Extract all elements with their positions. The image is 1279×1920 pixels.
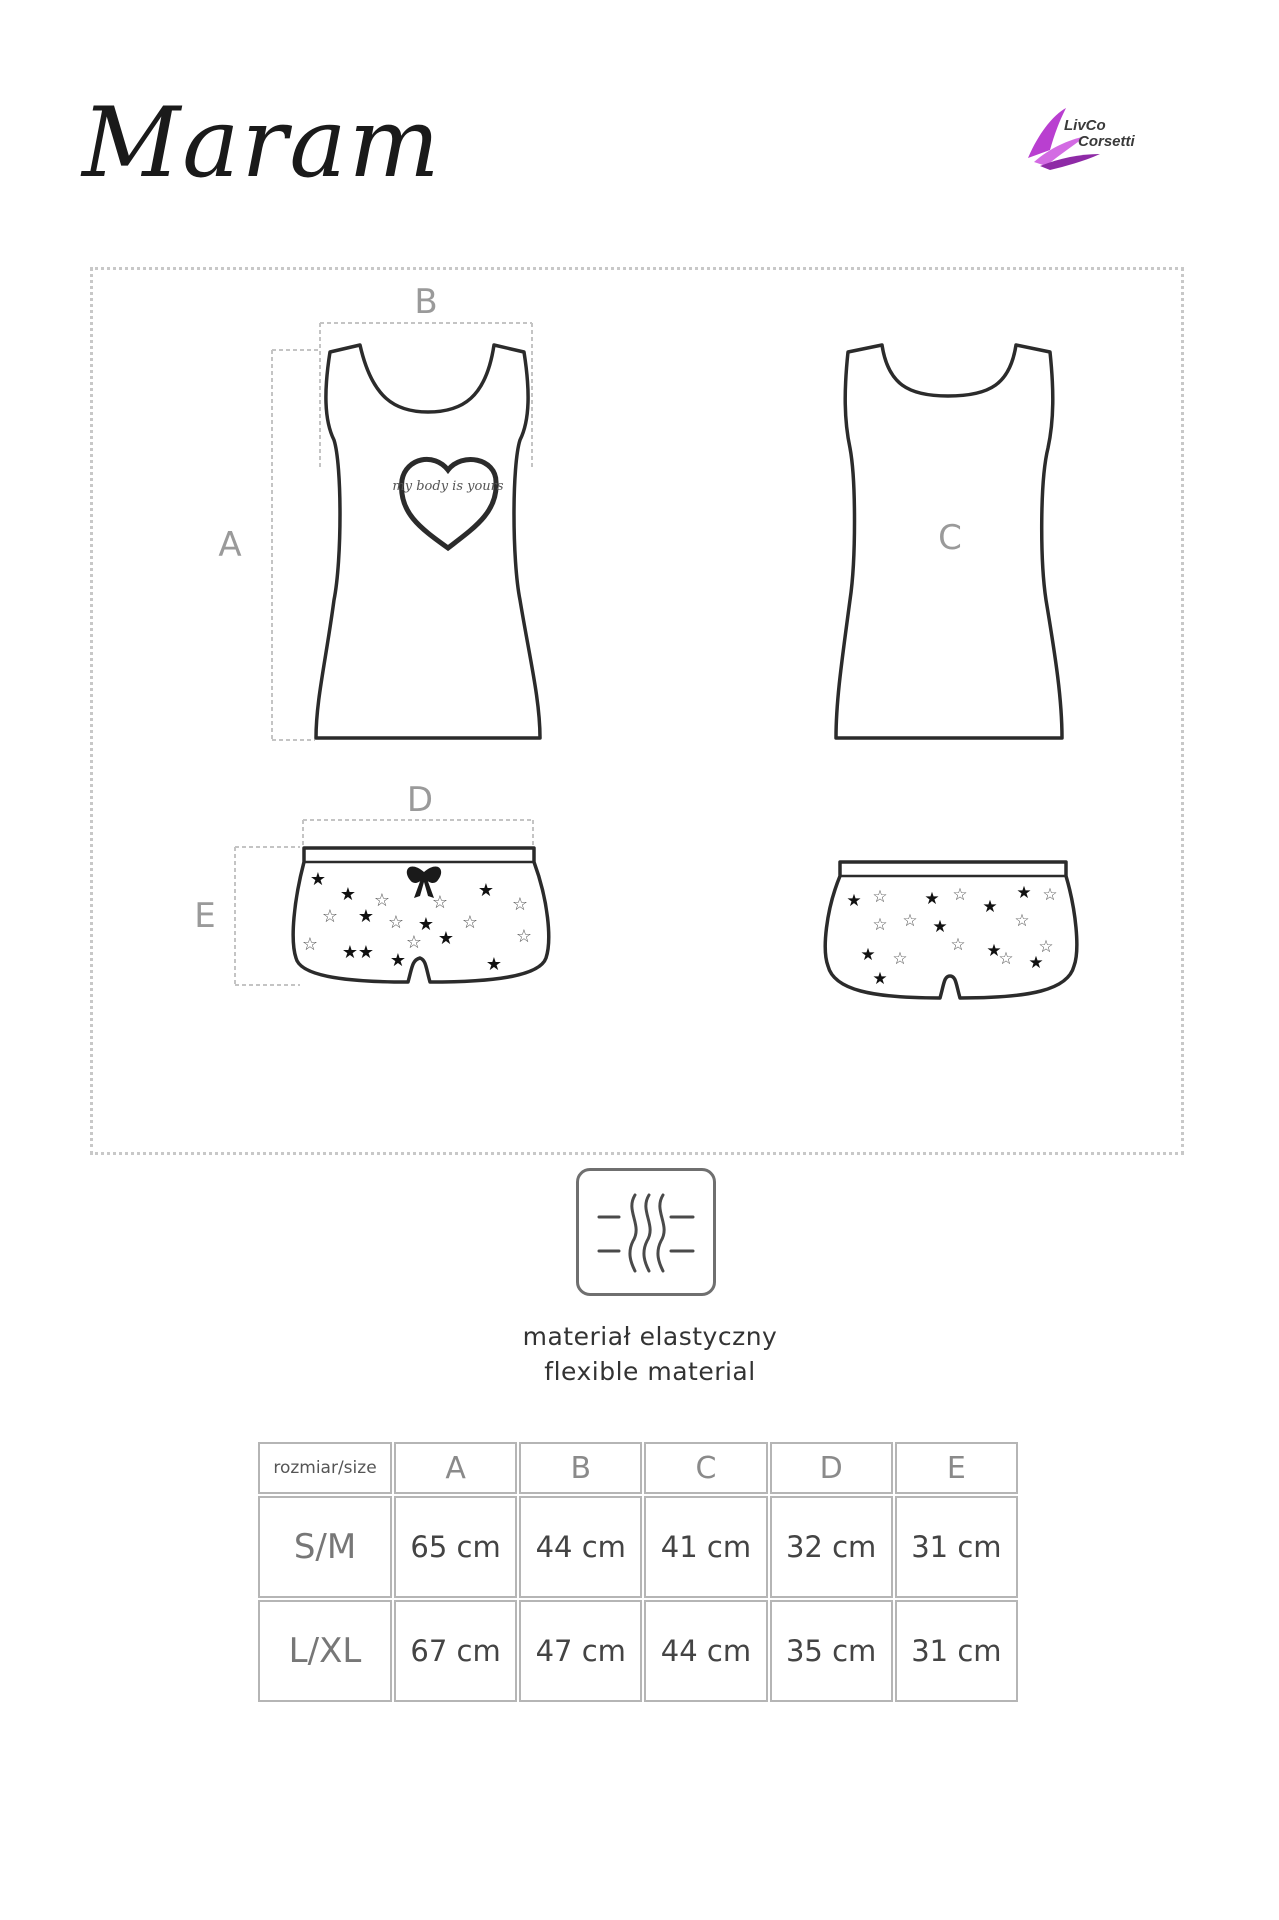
svg-text:☆: ☆ (301, 934, 319, 955)
logo-line-1: LivCo (1064, 117, 1106, 134)
product-title: Maram (82, 87, 442, 199)
svg-text:★: ★ (860, 945, 876, 965)
table-cell: 31 cm (895, 1496, 1018, 1598)
dimension-label-a: A (218, 525, 242, 565)
column-header-d: D (770, 1442, 893, 1494)
svg-text:☆: ☆ (387, 912, 405, 933)
feature-label-pl: materiał elastyczny (522, 1322, 778, 1351)
table-cell: 67 cm (394, 1600, 517, 1702)
svg-text:★: ★ (341, 942, 359, 963)
svg-text:☆: ☆ (1038, 937, 1054, 957)
svg-text:☆: ☆ (950, 935, 966, 955)
svg-text:☆: ☆ (511, 894, 529, 915)
size-table (256, 1440, 1020, 1704)
svg-text:☆: ☆ (902, 911, 918, 931)
tank-top-front (316, 345, 540, 738)
svg-text:☆: ☆ (431, 892, 449, 913)
table-row (258, 1496, 1018, 1598)
svg-text:★: ★ (309, 869, 327, 890)
table-cell: 41 cm (644, 1496, 767, 1598)
dimension-label-b: B (414, 282, 438, 322)
svg-text:☆: ☆ (1014, 911, 1030, 931)
svg-text:★: ★ (1028, 953, 1044, 973)
svg-text:☆: ☆ (321, 906, 339, 927)
column-header-c: C (644, 1442, 767, 1494)
table-cell: 44 cm (519, 1496, 642, 1598)
table-cell: 44 cm (644, 1600, 767, 1702)
svg-text:☆: ☆ (892, 949, 908, 969)
row-size-label: S/M (258, 1496, 392, 1598)
column-header-b: B (519, 1442, 642, 1494)
heart-print-text: my body is yours (392, 479, 504, 494)
svg-text:★: ★ (986, 941, 1002, 961)
svg-text:★: ★ (872, 969, 888, 989)
svg-text:★: ★ (485, 954, 503, 975)
table-cell: 32 cm (770, 1496, 893, 1598)
svg-text:☆: ☆ (515, 926, 533, 947)
svg-text:☆: ☆ (952, 885, 968, 905)
svg-text:★: ★ (339, 884, 357, 905)
svg-text:☆: ☆ (1042, 885, 1058, 905)
table-cell: 47 cm (519, 1600, 642, 1702)
svg-text:★: ★ (982, 897, 998, 917)
svg-text:☆: ☆ (373, 890, 391, 911)
dimension-label-d: D (406, 780, 434, 820)
column-header-e: E (895, 1442, 1018, 1494)
svg-text:☆: ☆ (405, 932, 423, 953)
svg-text:☆: ☆ (872, 887, 888, 907)
svg-text:☆: ☆ (998, 949, 1014, 969)
svg-text:★: ★ (1016, 883, 1032, 903)
table-cell: 65 cm (394, 1496, 517, 1598)
svg-text:☆: ☆ (461, 912, 479, 933)
dimension-label-c: C (938, 518, 962, 558)
svg-text:☆: ☆ (872, 915, 888, 935)
svg-text:★: ★ (357, 906, 375, 927)
table-cell: 35 cm (770, 1600, 893, 1702)
svg-text:★: ★ (389, 950, 407, 971)
logo-line-2: Corsetti (1078, 133, 1135, 150)
shorts-back (825, 862, 1077, 998)
size-table-corner: rozmiar/size (258, 1442, 392, 1494)
column-header-a: A (394, 1442, 517, 1494)
flexible-material-icon (576, 1168, 716, 1296)
row-size-label: L/XL (258, 1600, 392, 1702)
svg-text:★: ★ (846, 891, 862, 911)
svg-text:★: ★ (932, 917, 948, 937)
svg-text:★: ★ (477, 880, 495, 901)
svg-text:★: ★ (417, 914, 435, 935)
size-table-header (258, 1442, 1018, 1494)
dimension-label-e: E (194, 896, 216, 936)
svg-text:★: ★ (924, 889, 940, 909)
table-row (258, 1600, 1018, 1702)
table-cell: 31 cm (895, 1600, 1018, 1702)
feature-label-en: flexible material (544, 1357, 756, 1386)
svg-text:★: ★ (357, 942, 375, 963)
svg-text:★: ★ (437, 928, 455, 949)
